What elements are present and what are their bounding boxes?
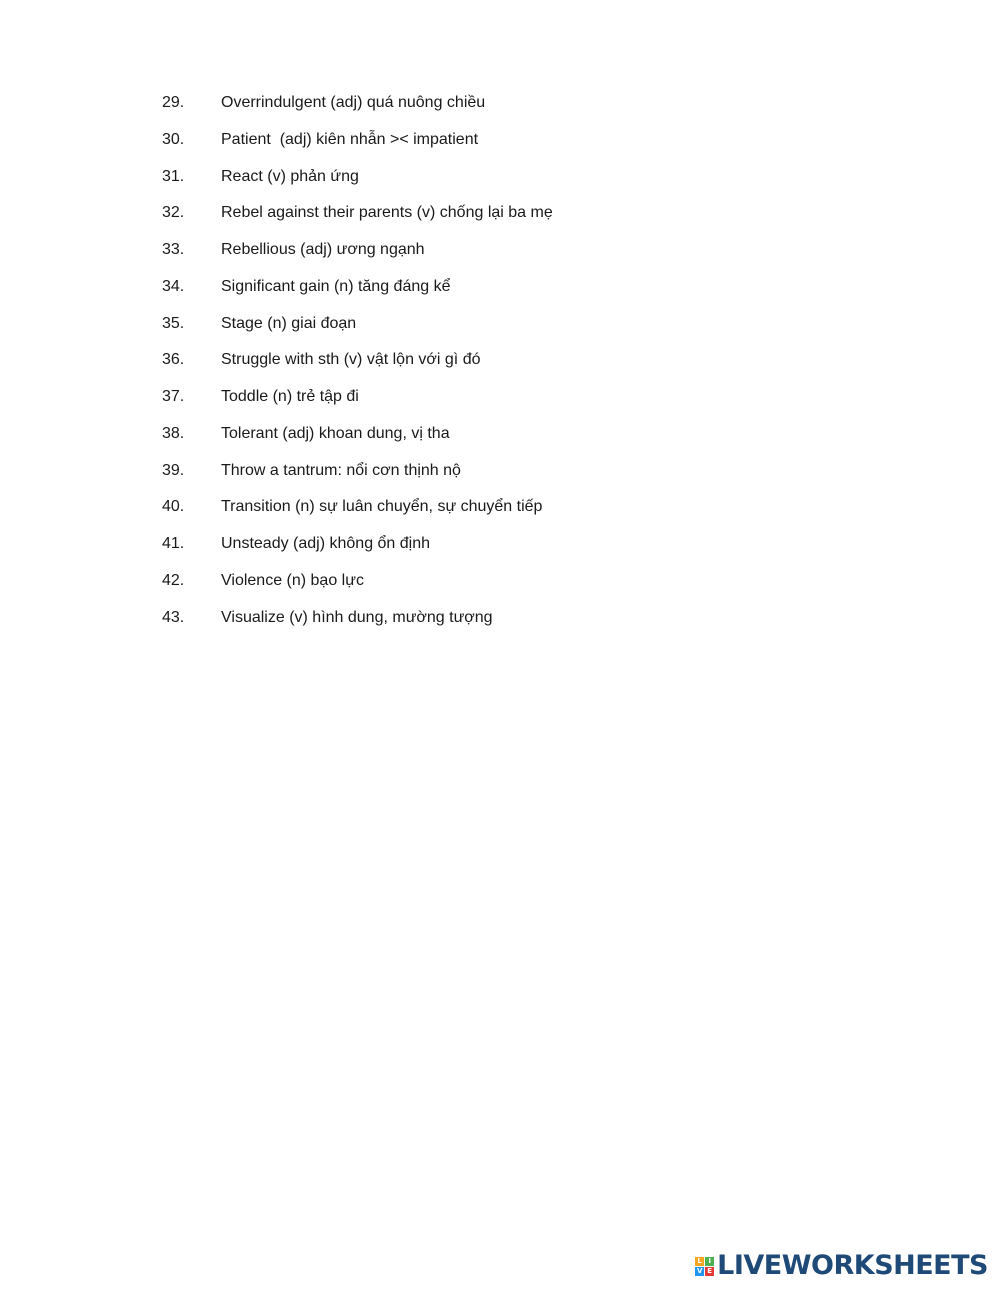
item-number: 29. bbox=[162, 94, 185, 111]
item-text: Stage (n) giai đoạn bbox=[221, 314, 357, 332]
item-number: 36. bbox=[162, 351, 185, 369]
item-text: Visualize (v) hình dung, mường tượng bbox=[221, 608, 493, 626]
item-text: Violence (n) bạo lực bbox=[221, 571, 364, 589]
item-text: Toddle (n) trẻ tập đi bbox=[221, 388, 359, 405]
item-text: Throw a tantrum: nổi cơn thịnh nộ bbox=[221, 461, 461, 479]
item-text: Rebellious (adj) ương ngạnh bbox=[221, 241, 425, 258]
item-number: 41. bbox=[162, 535, 185, 552]
item-number: 43. bbox=[162, 608, 185, 626]
list-item bbox=[162, 570, 553, 607]
item-text: React (v) phản ứng bbox=[221, 167, 359, 185]
list-item bbox=[162, 533, 553, 570]
item-number: 34. bbox=[162, 277, 185, 295]
item-text: Unsteady (adj) không ổn định bbox=[221, 535, 431, 552]
list-item bbox=[162, 460, 553, 497]
item-number: 33. bbox=[162, 241, 185, 258]
logo-block: E bbox=[705, 1267, 714, 1276]
item-number: 42. bbox=[162, 571, 185, 589]
logo-block: V bbox=[696, 1266, 703, 1275]
list-item bbox=[162, 239, 553, 276]
item-number: 32. bbox=[162, 204, 185, 222]
list-item bbox=[162, 423, 553, 460]
item-number: 40. bbox=[162, 498, 185, 516]
list-item bbox=[162, 313, 553, 350]
liveworksheets-logo bbox=[695, 1252, 988, 1280]
item-number: 35. bbox=[162, 314, 185, 332]
item-text: Significant gain (n) tăng đáng kể bbox=[221, 277, 451, 295]
item-number: 39. bbox=[162, 461, 185, 479]
list-item bbox=[162, 202, 553, 239]
item-number: 38. bbox=[162, 424, 185, 442]
list-item bbox=[162, 496, 553, 533]
logo-block: I bbox=[705, 1257, 714, 1266]
list-item bbox=[162, 276, 553, 313]
item-number: 31. bbox=[162, 167, 185, 185]
logo-text: LIVEWORKSHEETS bbox=[717, 1250, 988, 1281]
logo-blocks-icon bbox=[695, 1257, 714, 1276]
vocabulary-list bbox=[162, 92, 553, 643]
item-text: Tolerant (adj) khoan dung, vị tha bbox=[221, 424, 450, 442]
item-text: Overrindulgent (adj) quá nuông chiều bbox=[221, 94, 486, 111]
list-item bbox=[162, 349, 553, 386]
item-text: Rebel against their parents (v) chống lại ba mẹ bbox=[221, 204, 553, 222]
list-item bbox=[162, 607, 553, 644]
item-text: Struggle with sth (v) vật lộn với gì đó bbox=[221, 351, 481, 369]
list-item bbox=[162, 129, 553, 166]
logo-block: L bbox=[695, 1257, 704, 1266]
item-number: 30. bbox=[162, 130, 185, 148]
item-text: Patient (adj) kiên nhẫn >< impatient bbox=[221, 130, 479, 148]
list-item bbox=[162, 92, 553, 129]
list-item bbox=[162, 386, 553, 423]
item-number: 37. bbox=[162, 388, 185, 405]
list-item bbox=[162, 166, 553, 203]
item-text: Transition (n) sự luân chuyển, sự chuyển tiếp bbox=[221, 498, 543, 516]
